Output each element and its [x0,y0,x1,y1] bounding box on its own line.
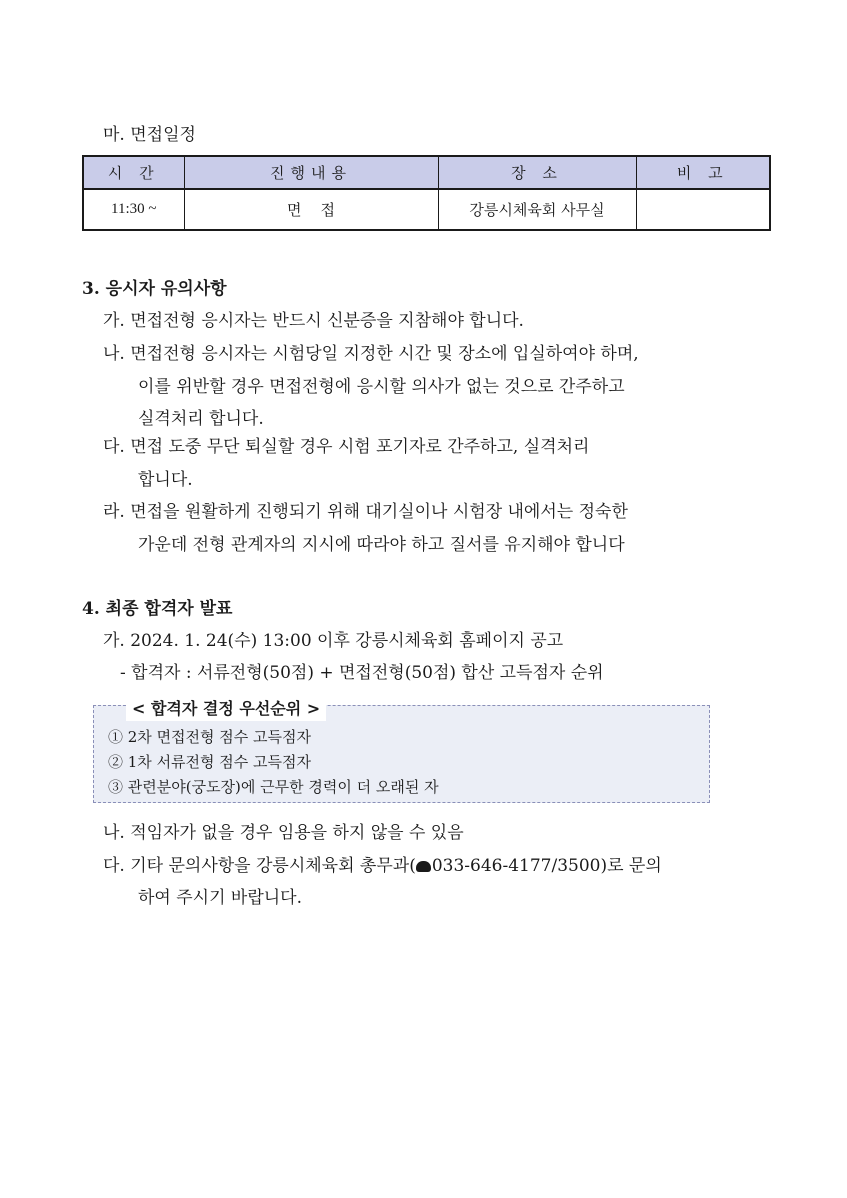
notice-item-da-line1: 다. 면접 도중 무단 퇴실할 경우 시험 포기자로 간주하고, 실격처리 [103,437,590,457]
priority-title: < 합격자 결정 우선순위 > [126,694,326,721]
final-item-da-line2: 하여 주시기 바랍니다. [138,888,303,908]
phone-icon [416,861,431,872]
announcement-date: 가. 2024. 1. 24(수) 13:00 이후 강릉시체육회 홈페이지 공고 [103,631,564,651]
cell-note [636,189,770,230]
table-header-row [83,156,770,189]
header-time: 시 간 [83,156,184,189]
pass-criteria: - 합격자 : 서류전형(50점) + 면접전형(50점) 합산 고득점자 순위 [120,663,604,683]
section4-heading: 4. 최종 합격자 발표 [82,599,233,619]
contact-phone: 033-646-4177/3500 [431,856,601,876]
notice-item-ra-line2: 가운데 전형 관계자의 지시에 따라야 하고 질서를 유지해야 합니다 [138,535,625,555]
priority-item-3: ③ 관련분야(궁도장)에 근무한 경력이 더 오래된 자 [108,778,439,796]
header-content: 진행내용 [184,156,438,189]
contact-prefix: 다. 기타 문의사항을 강릉시체육회 총무과( [103,856,416,876]
contact-suffix: )로 문의 [600,856,662,876]
notice-item-na-line2: 이를 위반할 경우 면접전형에 응시할 의사가 없는 것으로 간주하고 [138,377,625,397]
header-place: 장 소 [438,156,636,189]
header-note: 비 고 [636,156,770,189]
interview-schedule-table [82,155,771,231]
notice-item-na-line3: 실격처리 합니다. [138,409,264,429]
cell-content: 면 접 [184,189,438,230]
cell-time: 11:30 ~ [83,189,184,230]
priority-item-2: ② 1차 서류전형 점수 고득점자 [108,753,312,771]
notice-item-na-line1: 나. 면접전형 응시자는 시험당일 지정한 시간 및 장소에 입실하여야 하며, [103,344,639,364]
section3-heading: 3. 응시자 유의사항 [82,279,227,299]
final-item-na: 나. 적임자가 없을 경우 임용을 하지 않을 수 있음 [103,823,464,843]
priority-item-1: ① 2차 면접전형 점수 고득점자 [108,728,312,746]
notice-item-ga: 가. 면접전형 응시자는 반드시 신분증을 지참해야 합니다. [103,311,524,331]
notice-item-ra-line1: 라. 면접을 원활하게 진행되기 위해 대기실이나 시험장 내에서는 정숙한 [103,502,628,522]
final-item-da-line1 [103,851,662,876]
notice-item-da-line2: 합니다. [138,470,193,490]
cell-place: 강릉시체육회 사무실 [438,189,636,230]
section-ma-label: 마. 면접일정 [103,125,196,145]
table-row [83,189,770,230]
